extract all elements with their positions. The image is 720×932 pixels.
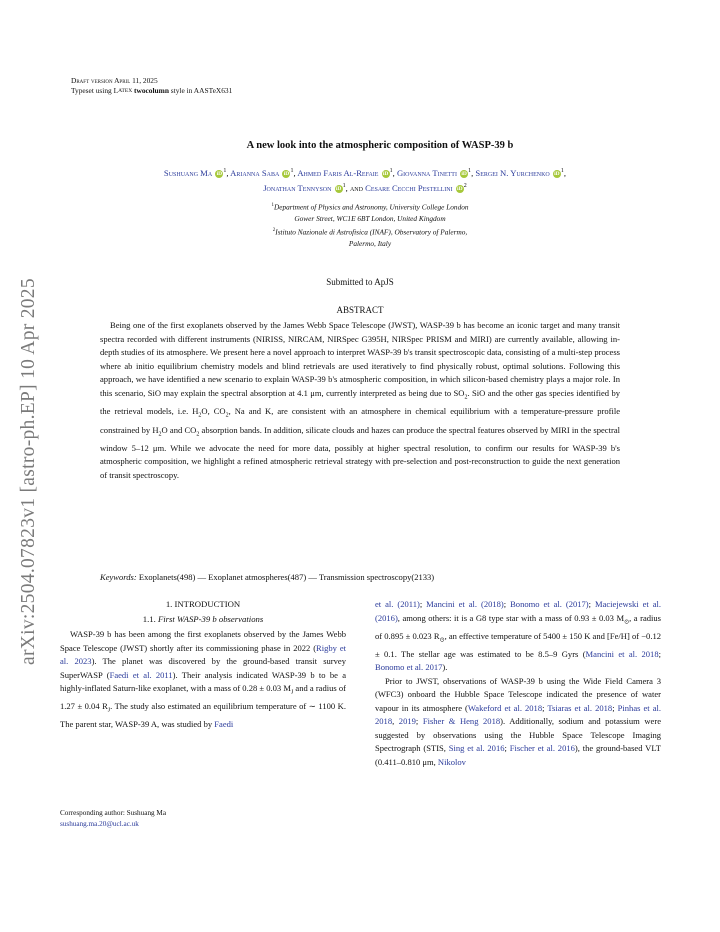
author-conjunction: and [349,183,363,194]
author-link[interactable]: Giovanna Tinetti [396,167,457,178]
citation-link[interactable]: Faedi et al. 2011 [109,669,173,680]
affiliation-1: $^1$Department of Physics and Astronomy, University College London [271,202,469,212]
prior-observations-paragraph: Prior to JWST, observations of WASP-39 b using the Wide Field Camera 3 (WFC3) onboard the Hubble Space Telescope indicated the presence of water vapour in its atmosphere (Wakeford et al. 2018; Tsiaras et al. 2018; Pinhas et al. 2018, 2019; Fisher & Heng 2018). Additionally, sodium and potassium were suggested by observations using the Hubble Space Telescope Imaging Spectrograph (STIS, Sing et al. 2016; Fischer et al. 2016), the ground-based VLT (0.411–0.810 μm, Nikolov [375,675,662,767]
affiliation-2: $^2$Istituto Nazionale di Astrofisica (INAF), Observatory of Palermo, [272,227,468,237]
left-column [60,598,346,732]
intro-paragraph-continued: et al. (2011); Mancini et al. (2018); Bonomo et al. (2017); Maciejewski et al. (2016), among others: it is a G8 type star with a mass of 0.93 ± 0.03 $M_⊙$, a radius of 0.895 ± 0.023 $R_⊙$, an effective temperature of 5400 ± 150 K and [Fe/H] of −0.12 ± 0.1. The stellar age was estimated to be 8.5–9 Gyrs (Mancini et al. 2018; Bonomo et al. 2017). [375,599,662,673]
citation-link[interactable]: Bonomo et al. 2017 [375,662,443,673]
draft-version: Draft version April 11, 2025 [71,76,158,85]
submitted-note: Submitted to ApJS [326,277,394,287]
orcid-icon[interactable]: iD [216,170,223,177]
orcid-icon[interactable]: iD [283,170,290,177]
corresponding-email-link[interactable]: sushuang.ma.20@ucl.ac.uk [60,820,139,828]
citation-link[interactable]: Faedi [214,719,234,730]
author-list: Sushuang Ma $iD^1$, Arianna Saba $iD^1$, Ahmed Faris Al-Refaie $iD^1$, Giovanna Tinetti $iD^1$, Sergei N. Yurchenko $iD^1$, Jonathan Tennyson $iD^1$, and Cesare Cecchi Pestellini $iD^2$ [163,167,567,194]
orcid-icon[interactable]: iD [382,170,389,177]
citation-link[interactable]: Rigby et al. 2023 [60,642,347,666]
typeset-line: Typeset using LATEX twocolumn style in AASTeX631 [71,86,233,95]
orcid-icon[interactable]: iD [335,186,342,193]
citation-link[interactable]: Mancini et al. (2018) [426,599,504,609]
citation-link[interactable]: Fisher & Heng 2018 [422,716,501,727]
intro-paragraph: WASP-39 b has been among the first exoplanets observed by the James Webb Space Telescope (JWST) shortly after its commissioning phase in 2022 (Rigby et al. 2023). The planet was discovered by the ground-based transit survey SuperWASP (Faedi et al. 2011). Their analysis indicated WASP-39 b to be a highly-inflated Saturn-like exoplanet, with a mass of 0.28 ± 0.03 $M_J$ and a radius of 1.27 ± 0.04 $R_J$. The study also estimated an equilibrium temperature of ∼ 1100 K. The parent star, WASP-39 A, was studied by Faedi [60,629,347,730]
affiliations [150,200,590,250]
author-link[interactable]: Sergei N. Yurchenko [475,167,550,178]
orcid-icon[interactable]: iD [461,170,467,177]
keywords-label: Keywords: [100,572,137,582]
orcid-icon[interactable]: iD [457,186,463,193]
paper-title: A new look into the atmospheric composition of WASP-39 b [246,140,514,151]
keywords [100,572,434,582]
abstract-text: Being one of the first exoplanets observed by the James Webb Space Telescope (JWST), WASP-39 b has become an iconic target and many transit spectra recorded with different instruments (NIRISS, NIRCAM, NIRSpec G395H, NIRSpec PRISM and MIRI) are currently available, allowing in-depth studies of its atmosphere. We present here a novel approach to interpret WASP-39 b's transit spectroscopic data, consisting of a multi-step process where ab initio equilibrium chemistry models and blind retrievals are used iteratively to find physically robust, optimal solutions. Following this approach, we have identified a new scenario to explain WASP-39 b's atmospheric composition, in which silicon-based chemistry plays a major role. In this scenario, SiO may explain the spectral absorption at 4.1 μm, currently interpreted as being due to $SO_2$. SiO and the other gas species identified by the retrieval models, i.e. $H_2O$, $CO_2$, Na and K, are consistent with an atmosphere in chemical equilibrium with a temperature-pressure profile constrained by $H_2O$ and $CO_2$ absorption bands. In addition, silicate clouds and hazes can produce the spectral features observed by MIRI in the spectral window 5–12 μm. While we advocate the need for more data, possibly at higher spectral resolution, to confirm our results for WASP-39 b's atmospheric composition, we highlight a refined atmospheric retrieval strategy with pre-selection and post-reconstruction to guide the next generation of transit spectroscopy. [100,320,621,481]
author-link[interactable]: Ahmed Faris Al-Refaie [297,167,379,178]
citation-link[interactable]: Fischer et al. 2016 [509,743,575,754]
citation-link[interactable]: Tsiaras et al. 2018 [547,702,613,713]
citation-link[interactable]: Maciejewski et al. (2016) [375,599,662,623]
author-link[interactable]: Arianna Saba [230,167,280,178]
author-link[interactable]: Cesare Cecchi Pestellini [365,183,453,194]
subsection-heading: 1.1. First WASP-39 b observations [142,613,264,624]
abstract-heading: ABSTRACT [336,305,384,315]
corresponding-author [60,808,166,830]
citation-link[interactable]: Bonomo et al. (2017) [510,599,589,609]
author-link[interactable]: Sushuang Ma [163,167,213,178]
citation-link[interactable]: et al. (2011) [375,599,420,609]
arxiv-identifier[interactable]: arXiv:2504.07823v1 [astro-ph.EP] 10 Apr 2025 [18,278,39,665]
right-column [375,598,661,769]
citation-link[interactable]: Sing et al. 2016 [448,743,505,754]
draft-header [71,76,232,96]
citation-link[interactable]: Mancini et al. 2018 [585,648,659,659]
citation-link[interactable]: 2019 [398,716,416,727]
corresponding-label: Corresponding author: Sushuang Ma [60,809,167,817]
citation-link[interactable]: Pinhas et al. 2018 [375,702,662,727]
keywords-list: Exoplanets(498) — Exoplanet atmospheres(487) — Transmission spectroscopy(2133) [138,572,435,582]
citation-link[interactable]: Nikolov [437,756,466,767]
affiliation-1-address: Gower Street, WC1E 6BT London, United Kingdom [294,214,446,224]
orcid-icon[interactable]: iD [554,170,560,177]
author-link[interactable]: Jonathan Tennyson [263,183,332,194]
section-heading: 1. INTRODUCTION [165,599,241,609]
affiliation-2-address: Palermo, Italy [348,239,392,249]
citation-link[interactable]: Wakeford et al. 2018 [467,702,543,713]
